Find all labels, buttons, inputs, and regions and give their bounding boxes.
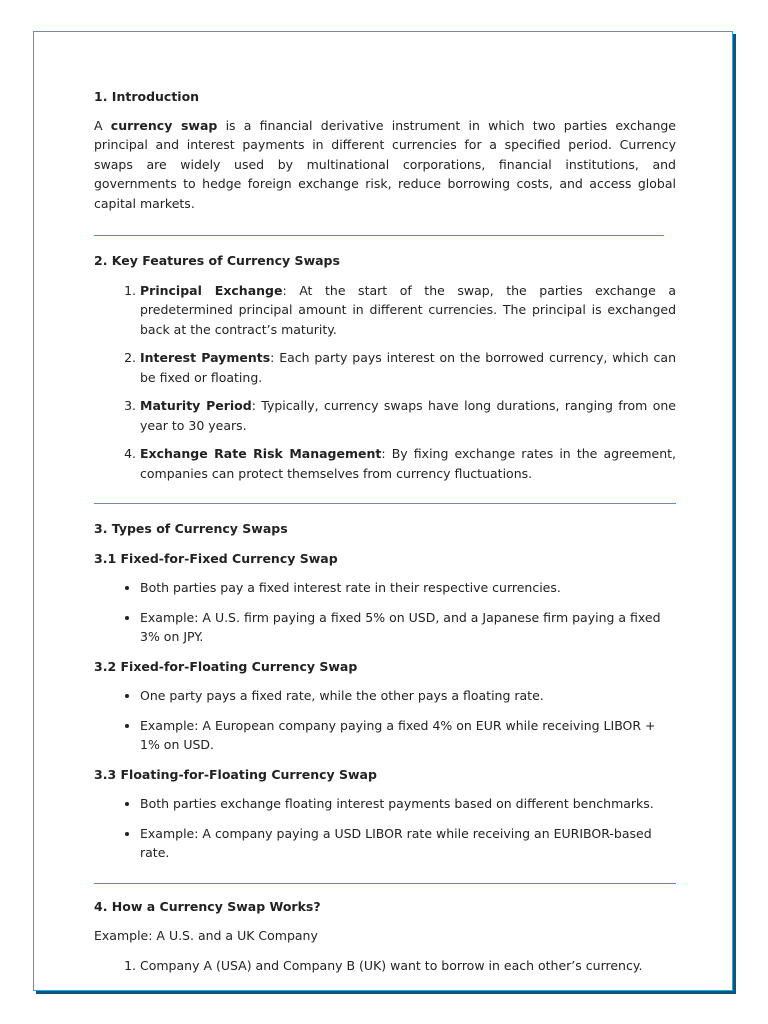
key-feature-term: Maturity Period xyxy=(140,398,252,413)
subsection-3-2-bullets xyxy=(94,686,676,755)
intro-text-after: is a financial derivative instrument in which two parties exchange principal and interest payments in different currencies for a specified period. Currency swaps are widely used by multinational corporations, financial institutions, and governments to hedge foreign exchange risk, reduce borrowing costs, and access global capital markets. xyxy=(94,117,676,211)
document-content xyxy=(94,87,676,975)
bullet-item: • Example: A company paying a USD LIBOR rate while receiving an EURIBOR-based rate. xyxy=(140,824,676,863)
key-feature-text: : By fixing exchange rates in the agreement, companies can protect themselves from currency fluctuations. xyxy=(140,446,676,481)
section-divider xyxy=(94,235,664,236)
subsection-3-3-bullets xyxy=(94,794,676,863)
subsection-3-3-title: 3.3 Floating-for-Floating Currency Swap xyxy=(94,766,377,782)
section-3-title: 3. Types of Currency Swaps xyxy=(94,521,288,536)
key-feature-item xyxy=(140,348,676,387)
key-feature-item xyxy=(140,396,676,435)
key-feature-term: Interest Payments xyxy=(140,350,271,365)
bullet-item: • One party pays a fixed rate, while the other pays a floating rate. xyxy=(140,686,676,706)
document-page xyxy=(33,31,733,991)
key-feature-item xyxy=(140,444,676,483)
key-feature-item xyxy=(140,281,676,340)
key-feature-term: Exchange Rate Risk Management xyxy=(140,446,382,461)
key-feature-text: : Each party pays interest on the borrowed currency, which can be fixed or floating. xyxy=(140,350,676,385)
bullet-item: • Example: A European company paying a fixed 4% on EUR while receiving LIBOR + 1% on USD. xyxy=(140,716,676,755)
intro-term-currency-swap: currency swap xyxy=(110,117,218,133)
section-divider xyxy=(94,503,676,504)
swap-steps-list xyxy=(94,956,676,976)
intro-paragraph xyxy=(94,116,676,214)
bullet-item: • Both parties exchange floating interest payments based on different benchmarks. xyxy=(140,794,676,814)
swap-example-heading: Example: A U.S. and a UK Company xyxy=(94,928,318,943)
section-1-title: 1. Introduction xyxy=(94,89,200,104)
key-feature-text: : Typically, currency swaps have long durations, ranging from one year to 30 years. xyxy=(140,398,676,433)
intro-text-before: A xyxy=(94,117,111,133)
subsection-3-2-title: 3.2 Fixed-for-Floating Currency Swap xyxy=(94,658,358,674)
key-feature-text: : At the start of the swap, the parties exchange a predetermined principal amount in different currencies. The principal is exchanged back at the contract’s maturity. xyxy=(140,282,676,337)
bullet-item: • Both parties pay a fixed interest rate in their respective currencies. xyxy=(140,578,676,598)
section-divider xyxy=(94,883,676,884)
swap-step-item: 1. Company A (USA) and Company B (UK) want to borrow in each other’s currency. xyxy=(140,956,676,976)
bullet-item: • Example: A U.S. firm paying a fixed 5% on USD, and a Japanese firm paying a fixed 3% on JPY. xyxy=(140,608,676,647)
subsection-3-1-bullets xyxy=(94,578,676,647)
key-feature-term: Principal Exchange xyxy=(140,282,283,298)
key-features-list xyxy=(94,281,676,484)
section-2-title: 2. Key Features of Currency Swaps xyxy=(94,253,340,268)
section-4-title: 4. How a Currency Swap Works? xyxy=(94,898,321,914)
subsection-3-1-title: 3.1 Fixed-for-Fixed Currency Swap xyxy=(94,550,338,566)
